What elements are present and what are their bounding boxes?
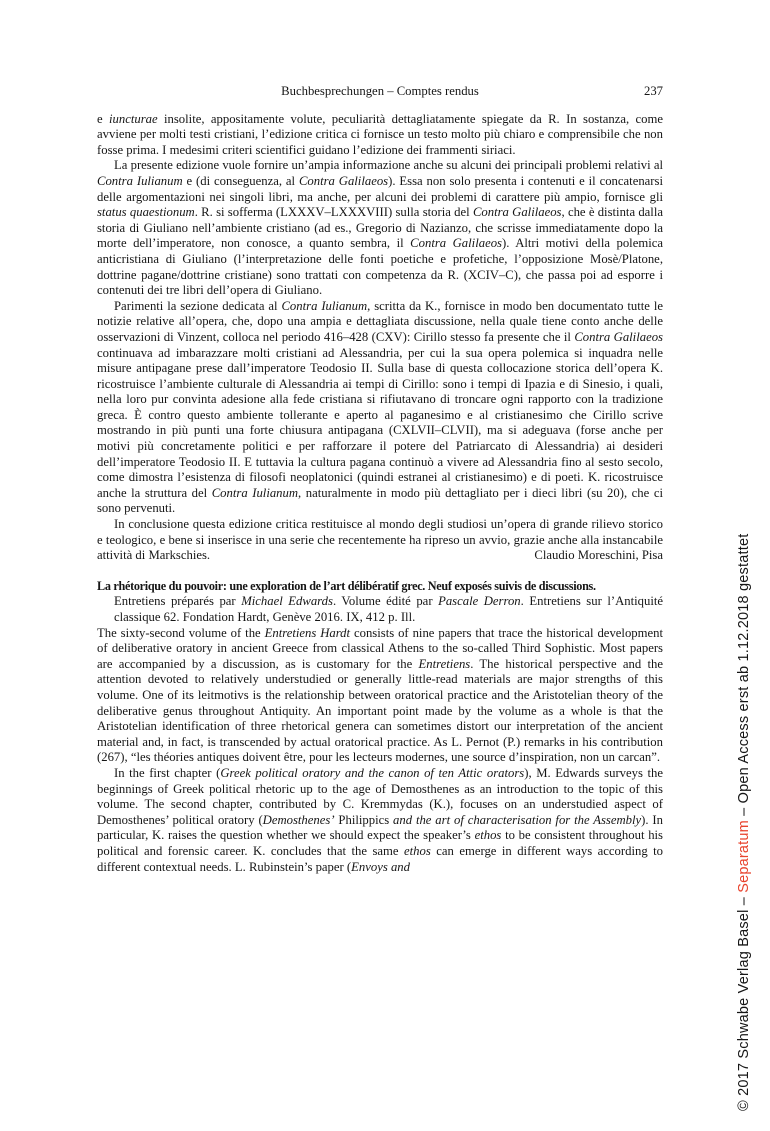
review2-title: La rhétorique du pouvoir: une exploration de l’art délibératif grec. Neuf exposés suivis de discussions. [97, 578, 596, 593]
review2-imprint: Entretiens préparés par Michael Edwards. Volume édité par Pascale Derron. Entretiens sur l’Antiquité classique 62. Fondation Hardt, Genève 2016. IX, 412 p. Ill. [114, 594, 664, 624]
review1-paragraph-4 [97, 517, 663, 564]
review-2 [97, 579, 663, 875]
reviewer-signature: Claudio Moreschini, Pisa [534, 548, 663, 563]
review1-paragraph-3: Parimenti la sezione dedicata al Contra Iulianum, scritta da K., fornisce in modo ben documentato tutte le notizie relative all’opera, che, dopo una ampia e dettagliata discussione, nella quale tiene conto anche delle osservazioni di Vinzent, colloca nel periodo 416–428 (CXV): Cirillo stesso fa presente che il Contra Galilaeos continuava ad imbarazzare molti cristiani ad Alessandria, per cui la sua opera polemica si inquadra nelle misure antipagane prese dall’imperatore Teodosio II. Sulla base di questa collocazione storica dell’opera K. ricostruisce l’ambiente culturale di Alessandria ai tempi di Cirillo: sono i tempi di Ipazia e di Sinesio, i quali, nella loro pur convinta adesione alla fede cristiana si rifiutavano di troncare ogni rapporto con la tradizione greca. È contro questo ambiente tollerante e aperto al paganesimo e al cristianesimo che Cirillo scrive mostrando in più punti una forte chiusura antipagana (CXLVII–CLVII), ma si adeguava (forse anche per motivi più concretamente politici e per rafforzare il potere del Patriarcato di Alessandria) ai desideri dell’imperatore Teodosio II. E tuttavia la cultura pagana continuò a vivere ad Alessandria fino al sesto secolo, come dimostra l’esistenza di filosofi neoplatonici (quindi estranei al cristianesimo) e di poeti. K. ricostruisce anche la struttura del Contra Iulianum, naturalmente in modo più dettagliato per i dieci libri (su 20), che ci sono pervenuti. [97, 298, 663, 516]
page-number: 237 [643, 84, 663, 98]
review-1 [97, 112, 663, 564]
text-column [97, 84, 663, 875]
review1-paragraph-4-text: In conclusione questa edizione critica restituisce al mondo degli studiosi un’opera di grande rilievo storico e teologico, e bene si inserisce in una serie che recentemente ha ripreso un avvio, grazie anche alla instancabile attività di Markschies. [97, 517, 663, 563]
copyright-sidebar-text: © 2017 Schwabe Verlag Basel – Separatum – Open Access erst ab 1.12.2018 gestattet [736, 533, 752, 1111]
review2-paragraph-1: The sixty-second volume of the Entretiens Hardt consists of nine papers that trace the historical development of deliberative oratory in ancient Greece from classical Athens to the so-called Third Sophistic. Most papers are accompanied by a discussion, as is customary for the Entretiens. The historical perspective and the attention devoted to relatively understudied or generally little-read materials are major strengths of this volume. One of its leitmotivs is the relationship between oratorical practice and the Aristotelian theory of the deliberative genus throughout Antiquity. An important point made by the volume as a whole is that the Aristotelian identification of three rhetorical genera can sometimes distort our interpretation of the ancient material and, in fact, is transcended by actual oratorical practice. As L. Pernot (P.) remarks in his contribution (267), “les théories antiques doivent être, pour les lecteurs modernes, une source d’inspiration, non un carcan”. [97, 625, 663, 765]
running-header [97, 84, 663, 100]
header-title: Buchbesprechungen – Comptes rendus [281, 84, 479, 98]
review1-paragraph-1: e iuncturae insolite, appositamente volute, peculiarità dettagliatamente spiegate da R. In sostanza, come avviene per molti testi cristiani, l’edizione critica ci fornisce un testo molto più chiaro e comprensibile che non fosse prima. I medesimi criteri scientifici guidano l’edizione dei frammenti siriaci. [97, 111, 663, 157]
review1-paragraph-2: La presente edizione vuole fornire un’ampia informazione anche su alcuni dei principali problemi relativi al Contra Iulianum e (di conseguenza, al Contra Galilaeos). Essa non solo presenta i contenuti e il concatenarsi delle argomentazioni nei singoli libri, ma anche, per alcuni dei problemi di carattere più ampio, fornisce gli status quaestionum. R. si sofferma (LXXXV–LXXXVIII) sulla storia del Contra Galilaeos, che è distinta dalla storia di Giuliano nell’ambiente cristiano (ad es., Gregorio di Nazianzo, che scrisse immediatamente dopo la morte dell’imperatore, non conosce, a quanto sembra, il Contra Galilaeos). Altri motivi della polemica anticristiana di Giuliano (l’interpretazione delle fonti poetiche e profetiche, l’opposizione Mosè/Platone, dottrine pagane/dottrine cristiane) sono trattati con competenza da R. (XCIV–C), che passa poi ad esporre i contenuti dei tre libri dell’opera di Giuliano. [97, 158, 663, 298]
review2-paragraph-2: In the first chapter (Greek political oratory and the canon of ten Attic orators), M. Edwards surveys the beginnings of Greek political rhetoric up to the age of Demosthenes as an introduction to the topic of this volume. The second chapter, contributed by C. Kremmydas (K.), focuses on an understudied aspect of Demosthenes’ political oratory (Demosthenes’ Philippics and the art of characterisation for the Assembly). In particular, K. raises the question whether we should expect the speaker’s ethos to be consistent throughout his political and forensic career. K. concludes that the same ethos can emerge in different ways according to different contextual needs. L. Rubinstein’s paper (Envoys and [97, 765, 664, 874]
